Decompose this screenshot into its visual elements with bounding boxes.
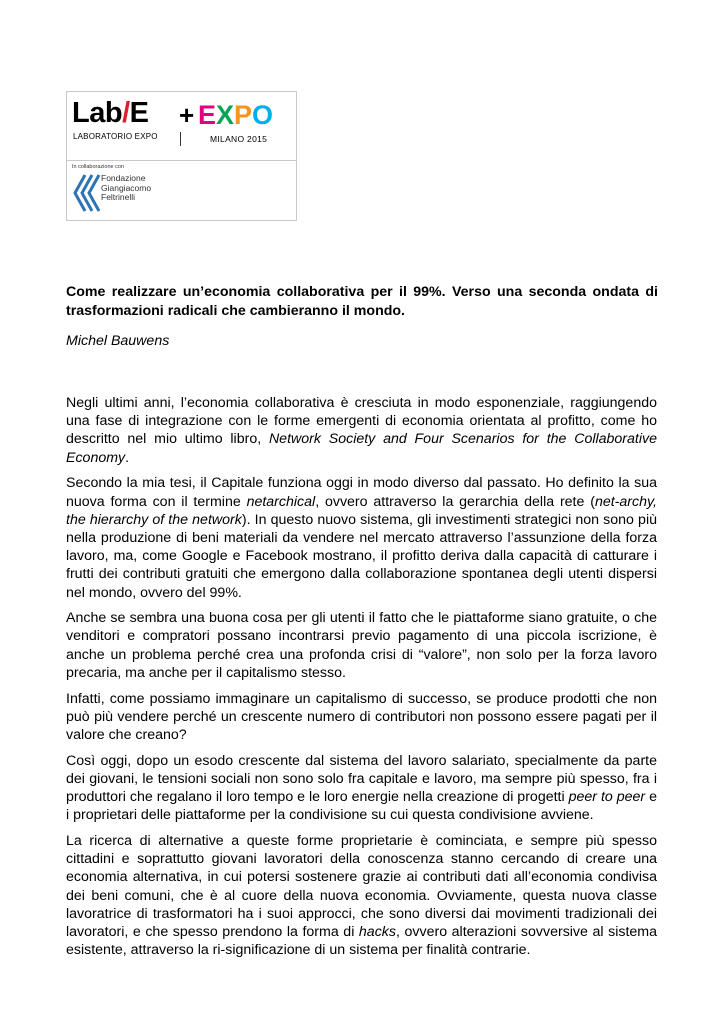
italic-term: netarchical (246, 493, 316, 510)
expo-letter: E (198, 100, 217, 130)
text-run: e i proprietari delle piattaforme per la condivisione su cui questa condivisione avviene. (66, 789, 657, 824)
expo-letter: O (252, 100, 274, 130)
text-run: , ovvero alterazioni sovversive al sistema esistente, attraverso la ri-significazione di un sistema per finalità contrarie. (66, 923, 657, 959)
expo-letter: X (216, 100, 235, 130)
paragraph (66, 832, 657, 959)
text-run: . (125, 449, 130, 466)
collab-label: In collaborazione con (72, 164, 124, 170)
foundation-name (101, 174, 151, 203)
italic-term: net-archy, the hierarchy of the network (66, 493, 657, 528)
paragraph (66, 394, 657, 467)
paragraph: Anche se sembra una buona cosa per gli utenti il fatto che le piattaforme siano gratuite, o che venditori e compratori possano incontrarsi previo pagamento di una piccola iscrizione, è anche un problema perché crea una profonda crisi di “valore”, non solo per la forza lavoro precaria, ma anche per il capitalismo stesso. (66, 610, 657, 681)
labexpo-caption: LABORATORIO EXPO (73, 132, 158, 141)
expo-caption: MILANO 2015 (210, 134, 268, 144)
article-body (66, 394, 657, 967)
article-author: Michel Bauwens (66, 333, 170, 349)
foundation-chevron-icon (71, 171, 101, 215)
text-run: ). In questo nuovo sistema, gli investimenti strategici non sono più nella produzione di beni materiali da vendere nel mercato attraverso l’assunzione della forza lavoro, ma, come Google e Facebook mostrano, il profitto deriva dalla capacità di catturare i frutti dei contributi gratuiti che emergono dalla collaborazione spontanea degli utenti dispersi nel mondo, ovvero del 99%. (66, 511, 657, 601)
foundation-line: Giangiacomo (101, 182, 152, 193)
article-title: Come realizzare un’economia collaborativa per il 99%. Verso una seconda ondata di trasformazioni radicali che cambieranno il mondo. (66, 284, 658, 319)
logo-lab-text: Lab (72, 97, 123, 129)
italic-term: peer to peer (568, 789, 646, 806)
paragraph: Infatti, come possiamo immaginare un capitalismo di successo, se produce prodotti che non può più vendere perché un crescente numero di contributori non possono essere pagati per il valore che creano? (66, 690, 657, 743)
text-run: Negli ultimi anni, l’economia collaborativa è cresciuta in modo esponenziale, raggiungendo una fase di integrazione con le forme emergenti di economia orientata al profitto, come ho descritto nel mio ultimo libro, (66, 395, 657, 448)
logo-e-text: E (129, 97, 149, 129)
expo-letter: P (234, 100, 253, 130)
foundation-line: Fondazione (101, 173, 146, 183)
paragraph (66, 474, 657, 601)
text-run: Secondo la mia tesi, il Capitale funziona oggi in modo diverso dal passato. Ho definito la sua nuova forma con il termine (66, 475, 657, 510)
text-run: , ovvero attraverso la gerarchia della rete ( (315, 493, 595, 510)
logo-separator (67, 160, 296, 161)
labexpo-logo (72, 99, 148, 128)
text-run: La ricerca di alternative a queste forme proprietarie è cominciata, e sempre più spesso cittadini e soprattutto giovani lavoratori della conoscenza stanno cercando di creare una economia alternativa, in cui potersi sostenere grazie ai contributi dati all’economia condivisa dei beni comuni, che è al cuore della nuova economia. Ovviamente, questa nuova classe lavoratrice di trasformatori ha i suoi approcci, che sono diversi dai movimenti tradizionali dei lavoratori, e che spesso prendono la forma di (66, 832, 657, 940)
expo-logo (198, 102, 273, 129)
book-title: Network Society and Four Scenarios for the Collaborative Economy (66, 431, 657, 466)
header-logo-block (66, 91, 297, 221)
paragraph (66, 752, 657, 825)
plus-sign: + (179, 100, 195, 130)
logo-slash: / (122, 97, 130, 129)
italic-term: hacks (358, 923, 396, 940)
foundation-line: Feltrinelli (101, 192, 136, 202)
logo-divider (180, 132, 181, 146)
text-run: Così oggi, dopo un esodo crescente dal sistema del lavoro salariato, specialmente da parte dei giovani, le tensioni sociali non sono solo fra capitale e lavoro, ma sempre più spesso, fra i produttori che regalano il loro tempo e le loro energie nella creazione di progetti (66, 752, 657, 806)
